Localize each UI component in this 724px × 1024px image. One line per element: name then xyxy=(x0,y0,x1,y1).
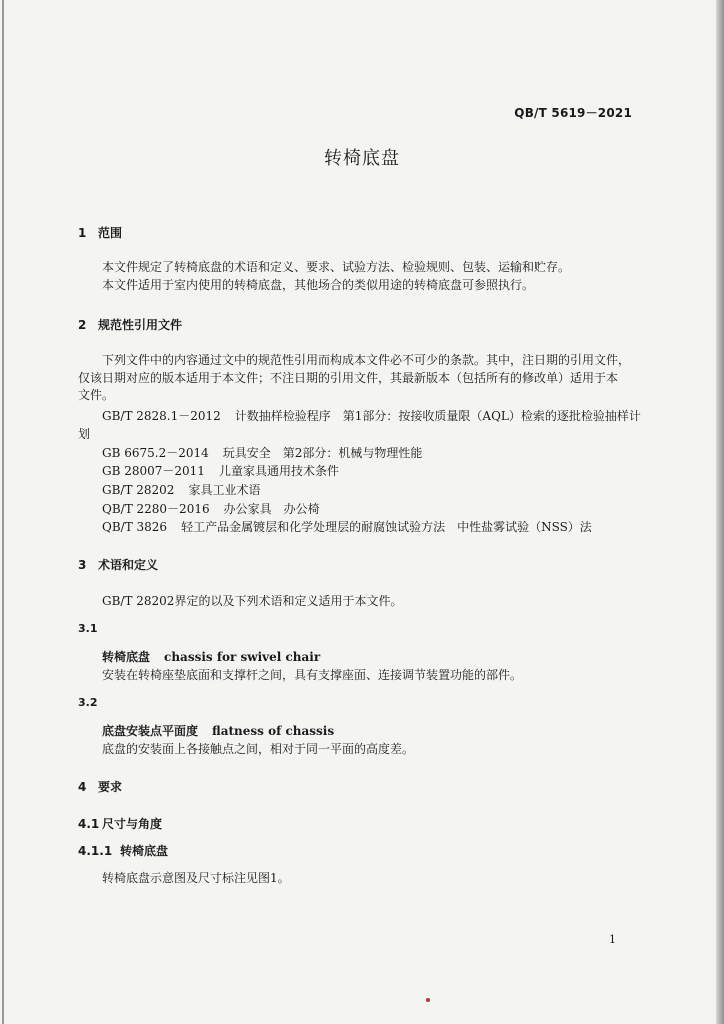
section-4-heading xyxy=(78,778,122,795)
subsection-4-1-heading xyxy=(78,815,162,832)
reference-code: QB/T 2280－2016 xyxy=(102,502,210,516)
subsection-number: 4.1.1 xyxy=(78,844,113,858)
subsection-title: 转椅底盘 xyxy=(120,844,169,858)
section-number: 3 xyxy=(78,558,87,572)
section-1-paragraph-1: 本文件规定了转椅底盘的术语和定义、要求、试验方法、检验规则、包装、运输和贮存。 xyxy=(102,260,571,274)
reference-item xyxy=(102,481,260,498)
subsection-title: 尺寸与角度 xyxy=(102,817,163,831)
reference-code: GB 28007－2011 xyxy=(102,464,205,478)
reference-item xyxy=(102,462,339,479)
reference-title: 计数抽样检验程序 第1部分：按接收质量限（AQL）检索的逐批检验抽样计 xyxy=(234,409,641,423)
reference-title: 家具工业术语 xyxy=(188,483,261,497)
section-title: 规范性引用文件 xyxy=(98,318,183,332)
term-chinese: 转椅底盘 xyxy=(102,650,151,664)
term-number: 3.1 xyxy=(78,622,98,635)
section-1-heading xyxy=(78,224,122,241)
document-title: 转椅底盘 xyxy=(324,148,400,169)
section-title: 范围 xyxy=(98,226,123,240)
reference-item xyxy=(102,518,592,535)
section-2-heading xyxy=(78,316,182,333)
reference-code: GB 6675.2－2014 xyxy=(102,446,209,460)
term-number: 3.2 xyxy=(78,696,98,709)
term-english: flatness of chassis xyxy=(212,724,335,738)
term-heading xyxy=(102,722,334,739)
section-3-intro: GB/T 28202界定的以及下列术语和定义适用于本文件。 xyxy=(102,594,403,608)
reference-wrap-tail: 划 xyxy=(78,427,91,441)
reference-code: GB/T 2828.1－2012 xyxy=(102,409,221,423)
page-number: 1 xyxy=(609,933,616,946)
term-chinese: 底盘安装点平面度 xyxy=(102,724,199,738)
section-number: 2 xyxy=(78,318,87,332)
term-english: chassis for swivel chair xyxy=(164,650,321,664)
term-heading xyxy=(102,648,320,665)
reference-title: 儿童家具通用技术条件 xyxy=(218,464,339,478)
subsection-4-1-1-heading xyxy=(78,842,168,859)
section-number: 1 xyxy=(78,226,87,240)
section-4-paragraph-1: 转椅底盘示意图及尺寸标注见图1。 xyxy=(102,871,290,885)
section-number: 4 xyxy=(78,780,87,794)
term-definition: 安装在转椅座垫底面和支撑杆之间，具有支撑座面、连接调节装置功能的部件。 xyxy=(102,668,523,682)
section-2-intro-line-3: 文件。 xyxy=(78,388,115,402)
reference-title: 玩具安全 第2部分：机械与物理性能 xyxy=(222,446,423,460)
reference-code: QB/T 3826 xyxy=(102,520,168,534)
reference-item xyxy=(102,444,422,461)
reference-code: GB/T 28202 xyxy=(102,483,175,497)
reference-item xyxy=(102,500,320,517)
section-2-intro-line-2: 仅该日期对应的版本适用于本文件；不注日期的引用文件，其最新版本（包括所有的修改单）适用于本 xyxy=(78,371,619,385)
section-title: 要求 xyxy=(98,780,123,794)
section-1-paragraph-2: 本文件适用于室内使用的转椅底盘，其他场合的类似用途的转椅底盘可参照执行。 xyxy=(102,278,535,292)
standard-number: QB/T 5619－2021 xyxy=(514,106,632,120)
reference-title: 办公家具 办公椅 xyxy=(223,502,320,516)
reference-item xyxy=(102,407,641,424)
reference-title: 轻工产品金属镀层和化学处理层的耐腐蚀试验方法 中性盐雾试验（NSS）法 xyxy=(181,520,592,534)
section-2-intro-line-1: 下列文件中的内容通过文中的规范性引用而构成本文件必不可少的条款。其中，注日期的引用文件， xyxy=(102,353,631,367)
scan-speck xyxy=(426,998,430,1002)
section-title: 术语和定义 xyxy=(98,558,159,572)
subsection-number: 4.1 xyxy=(78,817,100,831)
term-definition: 底盘的安装面上各接触点之间，相对于同一平面的高度差。 xyxy=(102,742,415,756)
section-3-heading xyxy=(78,556,158,573)
